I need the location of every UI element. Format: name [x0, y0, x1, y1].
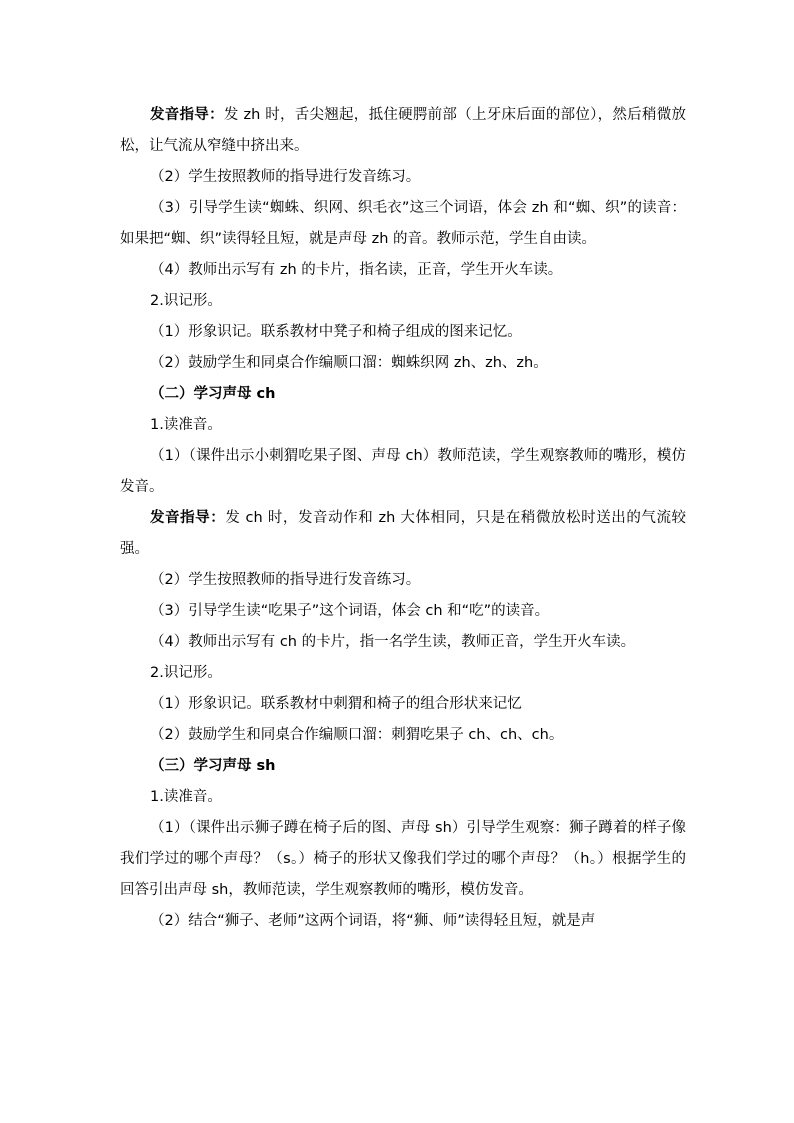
section-heading-sh: （三）学习声母 sh — [150, 758, 276, 774]
pronunciation-guide-label: 发音指导： — [150, 510, 226, 526]
paragraph: 2.识记形。 — [150, 665, 222, 681]
paragraph: （2）学生按照教师的指导进行发音练习。 — [150, 572, 421, 588]
paragraph: 2.识记形。 — [150, 293, 222, 309]
paragraph: 1.读准音。 — [150, 789, 222, 805]
pronunciation-guide-text: 发 zh 时，舌尖翘起，抵住硬腭前部（上牙床后面的部位），然后稍微放松，让气流从窄缝中挤出来。 — [120, 107, 686, 154]
pronunciation-guide-ch — [120, 503, 686, 565]
paragraph: 1.读准音。 — [150, 417, 222, 433]
paragraph: （3）引导学生读“吃果子”这个词语，体会 ch 和“吃”的读音。 — [150, 603, 550, 619]
paragraph: （4）教师出示写有 zh 的卡片，指名读，正音，学生开火车读。 — [150, 262, 563, 278]
pronunciation-guide-text: 发 ch 时，发音动作和 zh 大体相同，只是在稍微放松时送出的气流较强。 — [120, 510, 687, 557]
paragraph: （2）鼓励学生和同桌合作编顺口溜：蜘蛛织网 zh、zh、zh。 — [150, 355, 548, 371]
paragraph: （1）（课件出示狮子蹲在椅子后的图、声母 sh）引导学生观察：狮子蹲着的样子像我们学过的哪个声母？（s。）椅子的形状又像我们学过的哪个声母？（h。）根据学生的回答引出声母 sh，教师范读，学生观察教师的嘴形，模仿发音。 — [120, 820, 686, 898]
paragraph: （1）形象识记。联系教材中刺猬和椅子的组合形状来记忆 — [150, 696, 522, 712]
pronunciation-guide-zh — [120, 100, 686, 162]
paragraph: （1）（课件出示小刺猬吃果子图、声母 ch）教师范读，学生观察教师的嘴形，模仿发音。 — [120, 448, 686, 495]
paragraph: （2）鼓励学生和同桌合作编顺口溜：刺猬吃果子 ch、ch、ch。 — [150, 727, 564, 743]
document-body — [120, 100, 686, 937]
section-heading-ch: （二）学习声母 ch — [150, 386, 276, 402]
paragraph: （4）教师出示写有 ch 的卡片，指一名学生读，教师正音，学生开火车读。 — [150, 634, 636, 650]
paragraph: （3）引导学生读“蜘蛛、织网、织毛衣”这三个词语，体会 zh 和“蜘、织”的读音：如果把“蜘、织”读得轻且短，就是声母 zh 的音。教师示范，学生自由读。 — [120, 200, 686, 247]
paragraph: （2）学生按照教师的指导进行发音练习。 — [150, 169, 421, 185]
paragraph: （1）形象识记。联系教材中凳子和椅子组成的图来记忆。 — [150, 324, 522, 340]
paragraph: （2）结合“狮子、老师”这两个词语，将“狮、师”读得轻且短，就是声 — [150, 913, 596, 929]
pronunciation-guide-label: 发音指导： — [150, 107, 224, 123]
